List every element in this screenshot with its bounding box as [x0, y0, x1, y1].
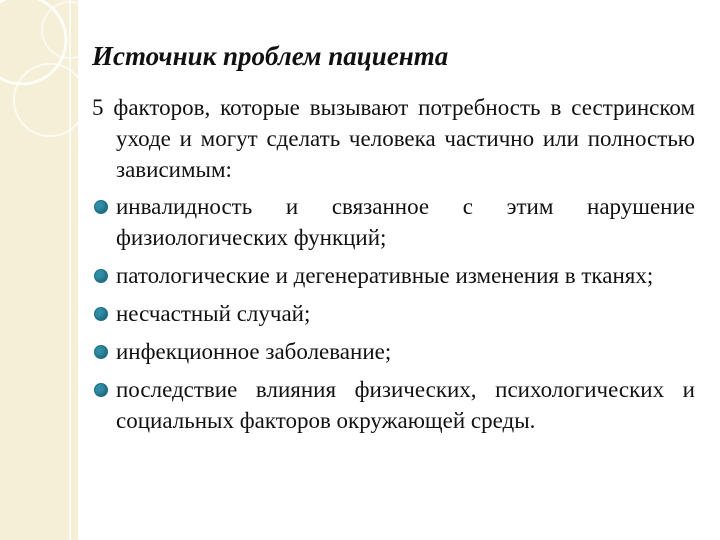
- factor-list: [92, 191, 695, 436]
- bullet-dot-icon: [94, 200, 108, 214]
- slide-content: [92, 38, 695, 443]
- intro-text: 5 факторов, которые вызывают потребность в сестринском уходе и могут сделать человека частично или полностью зависимым:: [92, 95, 695, 182]
- list-item: [92, 374, 695, 436]
- slide-title: Источник проблем пациента: [92, 41, 449, 71]
- list-item: [92, 191, 695, 253]
- list-item: [92, 298, 695, 329]
- bullet-dot-icon: [94, 269, 108, 283]
- list-item-text: патологические и дегенеративные изменения в тканях;: [116, 263, 654, 288]
- list-item-text: последствие влияния физических, психологических и социальных факторов окружающей среды.: [116, 377, 695, 433]
- bullet-dot-icon: [94, 307, 108, 321]
- decorative-sidebar: [0, 0, 78, 540]
- list-item-text: инвалидность и связанное с этим нарушение физиологических функций;: [116, 194, 695, 250]
- list-item: [92, 336, 695, 367]
- decorative-circles-icon: [0, 0, 78, 540]
- list-item-text: несчастный случай;: [116, 301, 311, 326]
- list-item-text: инфекционное заболевание;: [116, 339, 392, 364]
- bullet-dot-icon: [94, 383, 108, 397]
- list-item: [92, 260, 695, 291]
- bullet-dot-icon: [94, 345, 108, 359]
